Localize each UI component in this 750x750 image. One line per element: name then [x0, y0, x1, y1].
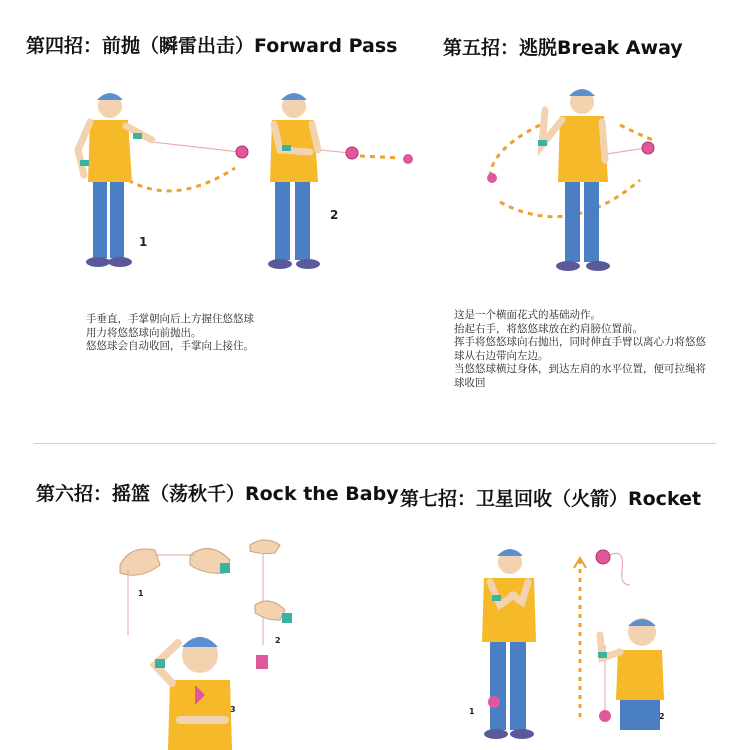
rocket-figure-1 — [470, 540, 560, 740]
step-label-rock-2: 2 — [275, 636, 281, 645]
forward-pass-figure-1 — [60, 80, 260, 280]
forward-pass-figure-2 — [250, 80, 420, 280]
section-divider — [34, 443, 716, 444]
section-7-title: 第七招：卫星回收（火箭）Rocket — [400, 488, 702, 510]
step-label-rocket-1: 1 — [469, 707, 475, 716]
rock-the-baby-figure — [100, 525, 320, 750]
section-4-description: 手垂直，手掌朝向后上方握住悠悠球 用力将悠悠球向前抛出。 悠悠球会自动收回，手掌向上接住。 — [86, 313, 254, 352]
section-5-title: 第五招：逃脱Break Away — [443, 37, 683, 59]
rocket-figure-2 — [570, 540, 670, 740]
break-away-figure — [470, 80, 680, 280]
step-label-rock-1: 1 — [138, 589, 144, 598]
section-6-title: 第六招：摇篮（荡秋千）Rock the Baby — [36, 483, 399, 505]
step-label-1: 1 — [139, 235, 148, 249]
section-5-description: 这是一个横面花式的基础动作。 抬起右手，将悠悠球放在约肩膀位置前。 挥手将悠悠球向右抛出，同时伸直手臂以离心力将悠悠 球从右边带向左边。 当悠悠球横过身体，到达左肩的水平位置，便可拉绳将 球收回 — [454, 309, 706, 389]
step-label-rock-3: 3 — [230, 705, 236, 714]
step-label-2: 2 — [330, 208, 339, 222]
step-label-rocket-2: 2 — [659, 712, 665, 721]
section-4-title: 第四招：前抛（瞬雷出击）Forward Pass — [26, 35, 398, 57]
